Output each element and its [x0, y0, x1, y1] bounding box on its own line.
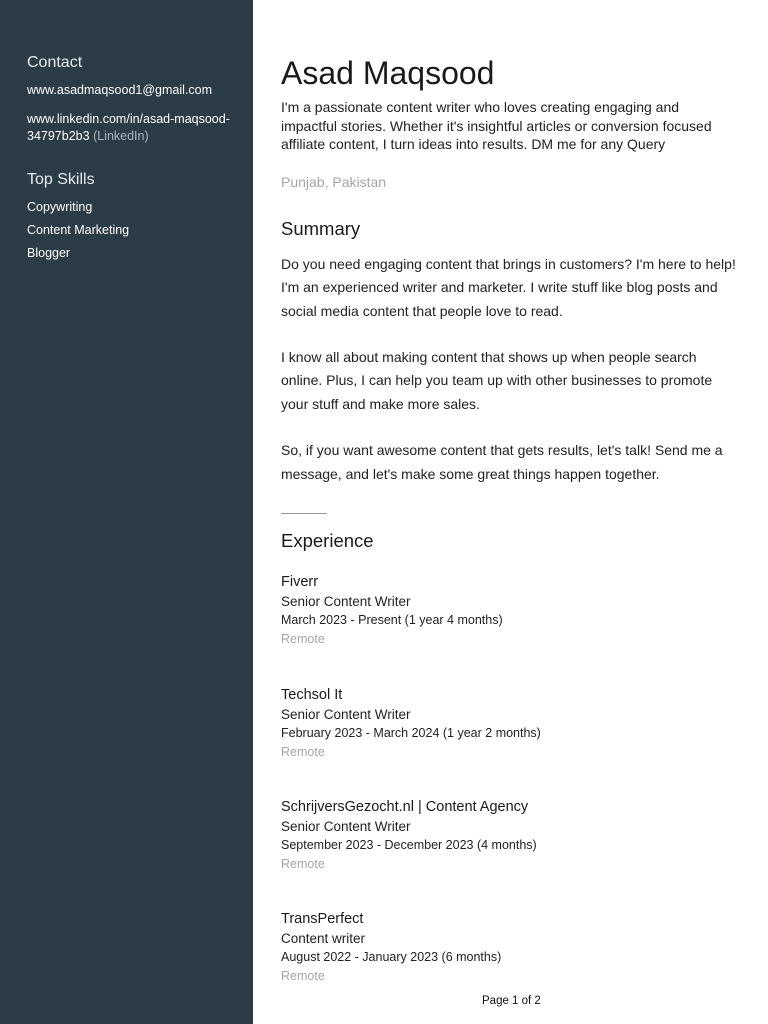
job-dates: March 2023 - Present (1 year 4 months) [281, 613, 503, 627]
contact-email[interactable]: www.asadmaqsood1@gmail.com [27, 83, 212, 97]
job-location: Remote [281, 969, 325, 983]
experience-item [281, 909, 741, 986]
contact-linkedin[interactable] [27, 111, 233, 145]
skill-item: Blogger [27, 246, 71, 260]
summary-paragraph: I know all about making content that shows up when people search online. Plus, I can help you team up with other businesses to promote your stuff and make more sales. [281, 349, 713, 412]
job-title: Senior Content Writer [281, 594, 411, 609]
section-divider [281, 513, 327, 514]
summary-paragraph: So, if you want awesome content that gets results, let's talk! Send me a message, and let's make some great things happen together. [281, 442, 723, 482]
profile-name: Asad Maqsood [281, 55, 495, 91]
job-dates: September 2023 - December 2023 (4 months) [281, 838, 537, 852]
job-title: Senior Content Writer [281, 819, 411, 834]
experience-item [281, 572, 741, 649]
sidebar [0, 0, 253, 1024]
job-location: Remote [281, 745, 325, 759]
job-location: Remote [281, 857, 325, 871]
contact-heading: Contact [27, 54, 83, 71]
page-number: Page 1 of 2 [482, 995, 541, 1007]
job-title: Content writer [281, 931, 366, 946]
job-dates: August 2022 - January 2023 (6 months) [281, 950, 502, 964]
job-company: Techsol It [281, 687, 343, 703]
top-skills-heading: Top Skills [27, 171, 95, 188]
skill-item: Copywriting [27, 200, 93, 214]
job-location: Remote [281, 632, 325, 646]
experience-heading: Experience [281, 530, 374, 551]
linkedin-suffix: (LinkedIn) [93, 129, 149, 143]
profile-headline: I'm a passionate content writer who loves creating engaging and impactful stories. Whether it's insightful articles or conversion focused affiliate content, I turn ideas into results. DM me for any Query [281, 99, 712, 152]
experience-item [281, 797, 741, 874]
job-dates: February 2023 - March 2024 (1 year 2 months) [281, 726, 541, 740]
job-company: SchrijversGezocht.nl | Content Agency [281, 799, 529, 815]
summary-heading: Summary [281, 218, 361, 239]
summary-section [281, 253, 741, 509]
linkedin-url[interactable]: www.linkedin.com/in/asad-maqsood-34797b2b3 [27, 112, 230, 143]
job-company: TransPerfect [281, 911, 364, 927]
skill-item: Content Marketing [27, 223, 130, 237]
job-company: Fiverr [281, 574, 319, 590]
profile-location: Punjab, Pakistan [281, 174, 387, 190]
summary-paragraph: Do you need engaging content that brings in customers? I'm here to help! I'm an experienced writer and marketer. I write stuff like blog posts and social media content that people love to read. [281, 256, 736, 319]
experience-item [281, 685, 741, 762]
job-title: Senior Content Writer [281, 707, 411, 722]
